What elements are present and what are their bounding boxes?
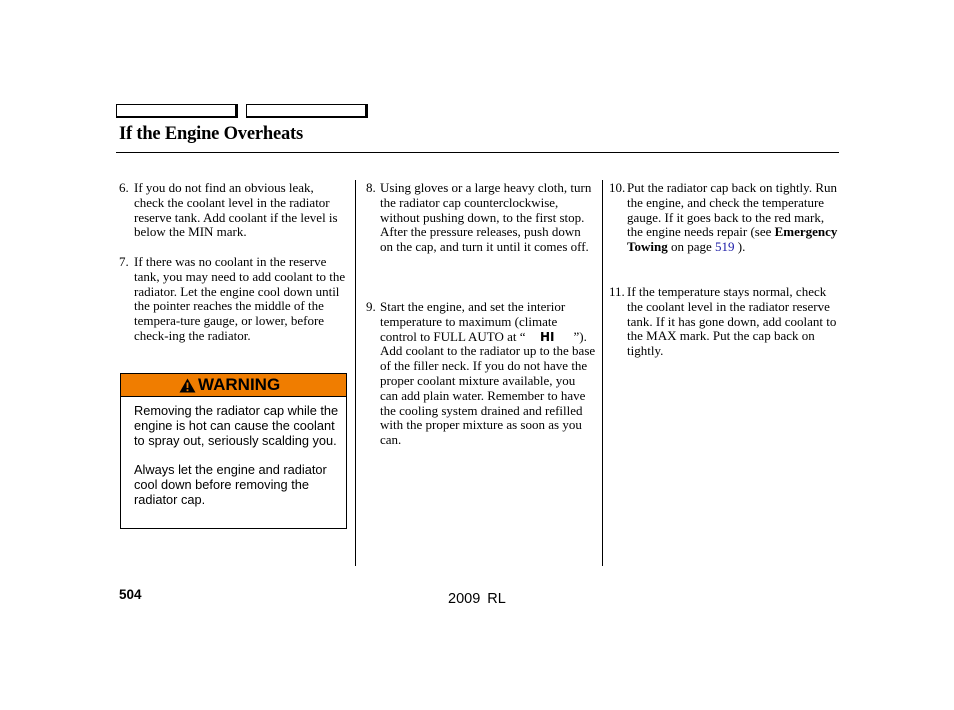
step-text-before: Put the radiator cap back on tightly. Run the engine, and check the temperature gauge. If it goes back to the red mark, the engine needs repair (see [627, 180, 837, 240]
column-divider-1 [355, 180, 356, 566]
title-divider [116, 152, 839, 153]
nav-tab-2[interactable] [246, 104, 368, 118]
step-text [380, 300, 596, 448]
step-6 [119, 181, 347, 240]
step-text: If you do not find an obvious leak, check the coolant level in the radiator reserve tank. Add coolant if the level is below the MIN mark. [134, 180, 338, 240]
step-number: 10. [609, 180, 626, 195]
warning-label: WARNING [198, 375, 281, 394]
step-number: 8. [366, 180, 376, 195]
warning-box [120, 373, 347, 529]
warning-paragraph: Removing the radiator cap while the engine is hot can cause the coolant to spray out, seriously scalding you. [134, 403, 339, 448]
cross-reference-title: Emergency Towing [627, 224, 838, 255]
warning-paragraph: Always let the engine and radiator cool down before removing the radiator cap. [134, 462, 327, 507]
step-number: 11. [609, 284, 625, 299]
step-text-after: ). [734, 239, 746, 255]
warning-body [134, 404, 339, 522]
hi-temperature-icon [540, 330, 564, 342]
step-number: 6. [119, 180, 129, 195]
step-10 [609, 181, 841, 255]
nav-tab-1[interactable] [116, 104, 238, 118]
step-text-after: ”). Add coolant to the radiator up to the base of the filler neck. If you do not have the proper coolant mixture available, you can add plain water. Remember to have the cooling system drained and refilled with the proper mixture as soon as you can. [380, 328, 596, 448]
page-link[interactable]: 519 [715, 239, 735, 255]
model-name: 2009 RL [448, 591, 506, 607]
page-title: If the Engine Overheats [119, 124, 303, 144]
column-divider-2 [602, 180, 603, 566]
step-text: If the temperature stays normal, check the coolant level in the radiator reserve tank. If it has gone down, add coolant to the MAX mark. Put the cap back on tightly. [627, 284, 837, 359]
page-number: 504 [119, 587, 142, 602]
step-7 [119, 255, 347, 344]
step-11 [609, 285, 841, 359]
step-text: Using gloves or a large heavy cloth, turn the radiator cap counterclockwise, without pushing down, to the first stop. After the pressure releases, push down on the cap, and turn it until it comes off. [380, 180, 592, 255]
warning-triangle-icon [179, 378, 196, 393]
step-text [627, 181, 841, 255]
hi-icon-label: HI [539, 329, 555, 342]
step-text-before: Start the engine, and set the interior temperature to maximum (climate control to FULL AUTO at “ [380, 299, 566, 344]
step-9 [366, 300, 596, 448]
step-text: If there was no coolant in the reserve tank, you may need to add coolant to the radiator. Let the engine cool down until the pointer reaches the middle of the tempera-ture gauge, or lower, before check-ing the radiator. [134, 254, 346, 343]
step-8 [366, 181, 596, 255]
step-number: 7. [119, 254, 129, 269]
step-number: 9. [366, 299, 376, 314]
warning-header [121, 374, 346, 397]
step-text-mid: on page [667, 239, 716, 255]
